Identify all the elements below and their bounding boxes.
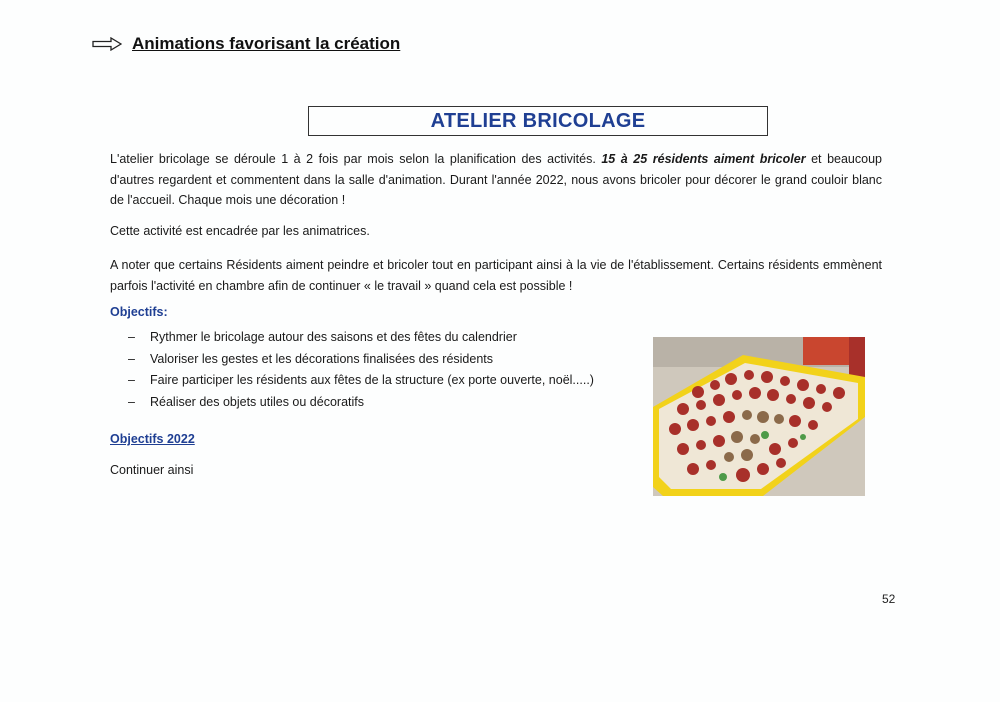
- paragraph-residents: A noter que certains Résidents aiment peindre et bricoler tout en participant ainsi à la vie de l'établissement. Certains résidents emmènent parfois l'activité en chambre afin de continuer « le travail » quand cela est possible !: [110, 258, 882, 293]
- objectifs-2022-text: Continuer ainsi: [110, 463, 194, 477]
- paragraph-intro-emphasis: 15 à 25 résidents aiment bricoler: [601, 152, 806, 166]
- atelier-title: ATELIER BRICOLAGE: [430, 109, 646, 132]
- list-item: [128, 349, 594, 371]
- page-number: 52: [882, 592, 896, 606]
- bullet-dash: –: [128, 394, 135, 409]
- section-title: Animations favorisant la création: [132, 34, 401, 53]
- paragraph-supervision: Cette activité est encadrée par les animatrices.: [110, 224, 370, 238]
- objectifs-heading: Objectifs:: [110, 305, 168, 319]
- bullet-dash: –: [128, 330, 135, 344]
- section-header: [92, 34, 400, 54]
- crafts-photo: [653, 337, 865, 496]
- list-item-text: Faire participer les résidents aux fêtes de la structure (ex porte ouverte, noël.....): [150, 373, 594, 387]
- bullet-dash: –: [128, 351, 135, 366]
- list-item-text: Rythmer le bricolage autour des saisons et des fêtes du calendrier: [150, 330, 517, 344]
- paragraph-intro-start: L'atelier bricolage se déroule 1 à 2 fois par mois selon la planification des activités.: [110, 152, 602, 166]
- list-item-text: Valoriser les gestes et les décorations finalisées des résidents: [150, 351, 493, 366]
- paragraph-intro-end: et beaucoup d'autres regardent et commentent dans la salle d'animation. Durant l'année 2022, nous avons bricoler pour décorer le grand couloir blanc de l'accueil. Chaque mois une décoration !: [110, 152, 882, 207]
- right-arrow-icon: [92, 37, 122, 51]
- list-item: [128, 370, 594, 392]
- list-item: [128, 327, 594, 349]
- list-item: [128, 392, 594, 414]
- list-item-text: Réaliser des objets utiles ou décoratifs: [150, 394, 365, 409]
- title-box: [308, 106, 768, 136]
- objectifs-2022-heading: Objectifs 2022: [110, 432, 195, 446]
- paragraph-intro: [110, 149, 882, 211]
- crafts-photo-illustration: [653, 337, 865, 496]
- objectifs-list: [128, 327, 594, 413]
- bullet-dash: –: [128, 373, 135, 387]
